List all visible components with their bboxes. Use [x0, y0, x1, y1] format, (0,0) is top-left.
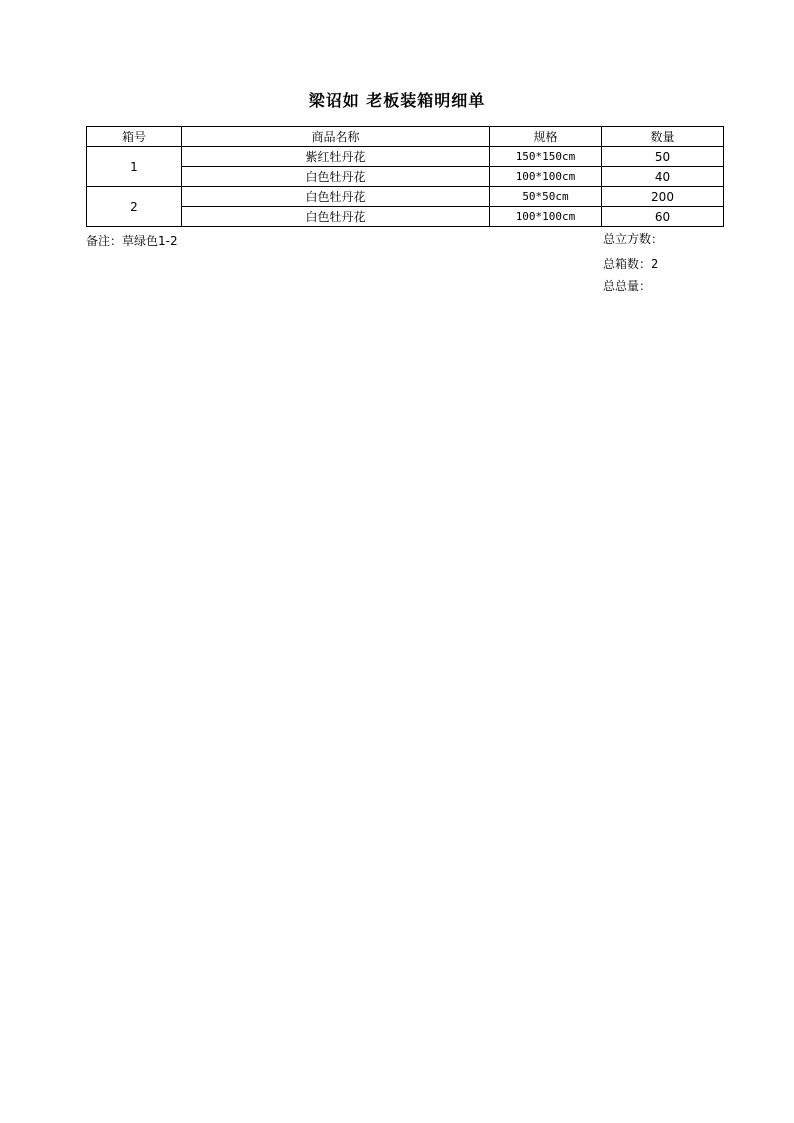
product-name-cell: 白色牡丹花: [182, 167, 490, 187]
table-row: [87, 187, 724, 207]
header-box-no: 箱号: [87, 127, 182, 147]
box-number-cell: 1: [87, 147, 182, 187]
quantity-cell: 60: [602, 207, 724, 227]
spec-cell: 100*100cm: [490, 207, 602, 227]
spec-cell: 150*150cm: [490, 147, 602, 167]
header-product-name: 商品名称: [182, 127, 490, 147]
total-weight-label: 总总量：: [603, 279, 652, 293]
table-row: [87, 147, 724, 167]
packing-table: [86, 126, 724, 227]
total-boxes-label: 总箱数：: [603, 257, 652, 271]
total-boxes-line: [603, 255, 658, 272]
product-name-cell: 白色牡丹花: [182, 207, 490, 227]
table-row: [87, 207, 724, 227]
spec-cell: 50*50cm: [490, 187, 602, 207]
quantity-cell: 40: [602, 167, 724, 187]
box-number-cell: 2: [87, 187, 182, 227]
product-name-cell: 白色牡丹花: [182, 187, 490, 207]
quantity-cell: 200: [602, 187, 724, 207]
header-quantity: 数量: [602, 127, 724, 147]
total-volume-line: [603, 230, 663, 247]
table-header-row: [87, 127, 724, 147]
spec-cell: 100*100cm: [490, 167, 602, 187]
header-spec: 规格: [490, 127, 602, 147]
table-row: [87, 167, 724, 187]
total-boxes-value: 2: [651, 257, 659, 271]
product-name-cell: 紫红牡丹花: [182, 147, 490, 167]
total-weight-line: [603, 277, 651, 294]
total-volume-label: 总立方数：: [603, 232, 664, 246]
remarks-note: 备注：草绿色1-2: [86, 234, 178, 248]
page-title: 梁诏如 老板装箱明细单: [308, 91, 486, 110]
quantity-cell: 50: [602, 147, 724, 167]
